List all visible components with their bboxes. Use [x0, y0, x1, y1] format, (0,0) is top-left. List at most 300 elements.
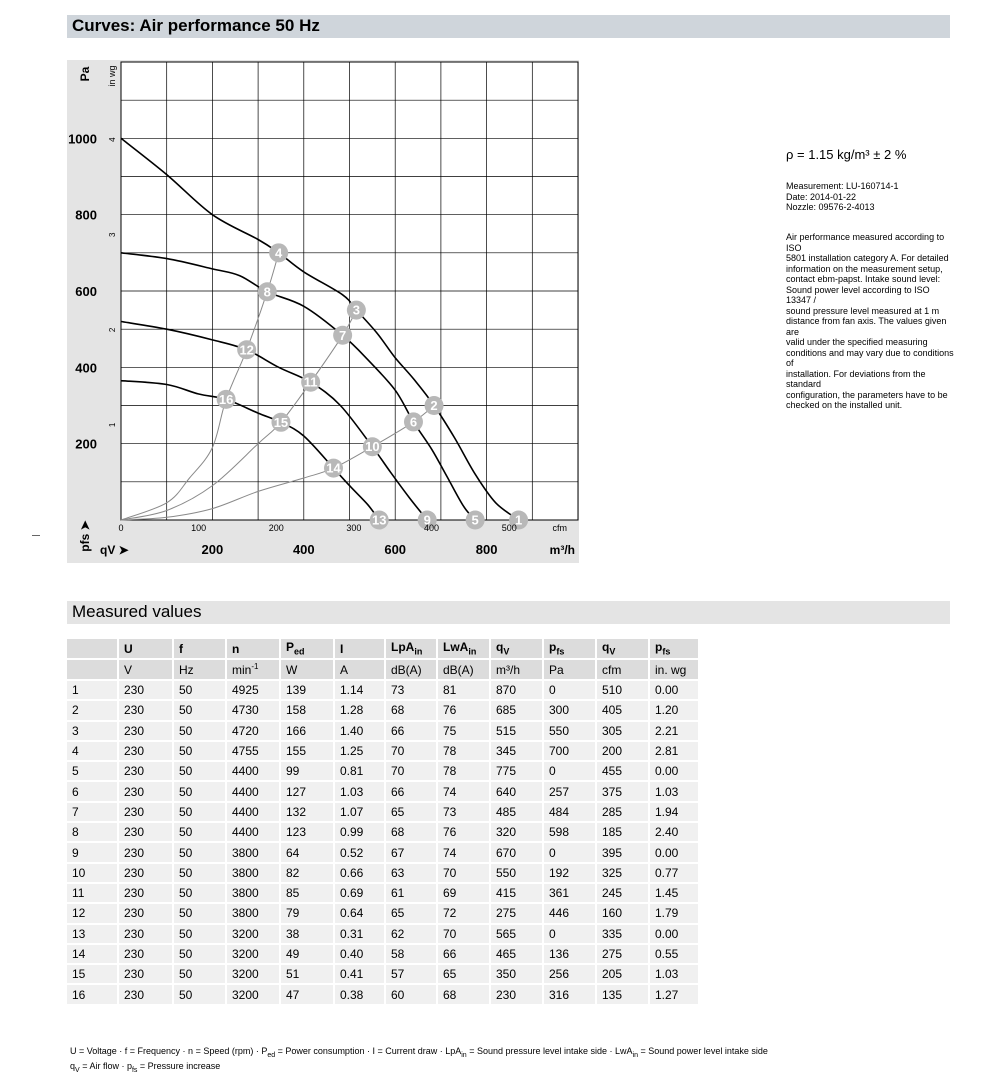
table-cell: 1.14 [335, 681, 384, 699]
operating-point-marker [347, 301, 366, 320]
table-cell: 1.07 [335, 803, 384, 821]
table-cell: 320 [491, 823, 542, 841]
table-cell: 50 [174, 701, 225, 719]
table-cell: 61 [386, 884, 436, 902]
table-cell: 0.81 [335, 762, 384, 780]
table-cell: 3200 [227, 945, 279, 963]
table-cell: 3800 [227, 864, 279, 882]
table-cell: 50 [174, 803, 225, 821]
table-cell: 230 [119, 884, 172, 902]
table-cell: 50 [174, 823, 225, 841]
table-cell: 0.52 [335, 843, 384, 861]
table-row [67, 884, 698, 902]
table-cell: 57 [386, 965, 436, 983]
table-cell: 99 [281, 762, 333, 780]
table-cell: 325 [597, 864, 648, 882]
table-cell: 51 [281, 965, 333, 983]
table-cell: 405 [597, 701, 648, 719]
table-cell: 598 [544, 823, 595, 841]
table-cell: 3200 [227, 925, 279, 943]
marker-label: 9 [423, 512, 431, 528]
table-cell: 4730 [227, 701, 279, 719]
table-cell: 4755 [227, 742, 279, 760]
marker-label: 5 [471, 512, 479, 528]
table-row [67, 965, 698, 983]
curves-header-bar [67, 15, 950, 38]
table-cell: U [119, 639, 172, 658]
table-cell: 550 [491, 864, 542, 882]
description-line: distance from fan axis. The values given are [786, 316, 947, 337]
table-legend-line-1: U = Voltage · f = Frequency · n = Speed $(rpm) \cdot P_{ed}$ = Power consumption · I = Current draw · LpA$_{in}$ = Sound pressure level intake side · LwA$_{in}$ = Sound power level intake side [70, 1046, 768, 1059]
table-cell: 70 [386, 742, 436, 760]
table-cell: 135 [597, 985, 648, 1003]
table-cell: 74 [438, 782, 489, 800]
table-cell: 0.00 [650, 925, 698, 943]
table-cell: 0.00 [650, 762, 698, 780]
table-cell: 0.66 [335, 864, 384, 882]
x-axis-symbol: qV ➤ [100, 543, 129, 557]
description-line: installation. For deviations from the standard [786, 368, 926, 389]
table-cell: 230 [119, 742, 172, 760]
table-cell: 63 [386, 864, 436, 882]
table-cell: 275 [597, 945, 648, 963]
table-cell: 2.40 [650, 823, 698, 841]
table-cell: 4400 [227, 803, 279, 821]
table-cell: 3200 [227, 985, 279, 1003]
table-cell: 0 [544, 762, 595, 780]
description-line: configuration, the parameters have to be [786, 389, 948, 400]
chart-svg [67, 60, 579, 563]
table-cell: 230 [119, 823, 172, 841]
marker-label: 13 [371, 512, 387, 528]
table-cell: 230 [119, 904, 172, 922]
table-row [67, 722, 698, 740]
x-tick-label: 800 [475, 542, 498, 557]
table-cell: 0.55 [650, 945, 698, 963]
table-cell: 82 [281, 864, 333, 882]
table-cell: dB(A) [438, 660, 489, 679]
table-cell: 50 [174, 884, 225, 902]
table-row [67, 701, 698, 719]
table-row [67, 762, 698, 780]
table-cell: 230 [119, 985, 172, 1003]
table-cell: 1.25 [335, 742, 384, 760]
y-axis-label-pa: Pa [78, 66, 92, 82]
table-cell: 230 [119, 843, 172, 861]
table-cell: 1.28 [335, 701, 384, 719]
operating-point-marker [301, 373, 320, 392]
table-cell: 62 [386, 925, 436, 943]
description-line: contact ebm-papst. Intake sound level: [786, 274, 941, 284]
table-cell: 4925 [227, 681, 279, 699]
marker-label: 12 [239, 342, 254, 358]
table-cell: 0 [544, 681, 595, 699]
table-cell: 0.99 [335, 823, 384, 841]
marker-label: 10 [365, 439, 380, 455]
table-cell: 11 [67, 884, 117, 902]
table-cell: 230 [119, 722, 172, 740]
table-cell: 1.45 [650, 884, 698, 902]
x-axis-label-cfm: cfm [552, 523, 567, 533]
marker-label: 4 [275, 245, 283, 261]
table-cell: 13 [67, 925, 117, 943]
table-cell: 1.03 [650, 965, 698, 983]
curves-title: Curves: Air performance 50 Hz [72, 16, 320, 35]
table-cell: 0.40 [335, 945, 384, 963]
operating-point-marker [333, 326, 352, 345]
marker-label: 14 [326, 460, 341, 476]
y-axis-label-inwg: in wg [107, 65, 117, 87]
table-cell: 4400 [227, 823, 279, 841]
table-cell: 81 [438, 681, 489, 699]
table-cell: 66 [438, 945, 489, 963]
table-legend-line-2: $q_V$ = Air flow · $p_{fs}$ = Pressure increase [70, 1061, 221, 1074]
table-cell: 230 [119, 945, 172, 963]
operating-point-marker [237, 340, 256, 359]
marker-label: 3 [352, 302, 360, 318]
table-cell: 1.40 [335, 722, 384, 740]
table-cell: 2 [67, 701, 117, 719]
table-cell: 245 [597, 884, 648, 902]
table-cell: V [119, 660, 172, 679]
table-cell: 78 [438, 762, 489, 780]
x2-tick-label: 0 [118, 523, 124, 533]
table-row [67, 742, 698, 760]
table-cell: $p_{fs}$ [650, 639, 698, 658]
table-cell: 550 [544, 722, 595, 740]
table-cell: 2.81 [650, 742, 698, 760]
x2-tick-label: 400 [424, 523, 440, 533]
y-tick-label: 400 [75, 360, 97, 376]
table-cell: 257 [544, 782, 595, 800]
table-cell: $\min^{-1}$ [227, 660, 279, 679]
x2-tick-label: 300 [346, 523, 362, 533]
table-cell: 2.21 [650, 722, 698, 740]
marker-label: 1 [514, 512, 523, 528]
operating-point-marker [269, 243, 288, 262]
table-cell: 275 [491, 904, 542, 922]
measured-header-bar [67, 601, 950, 624]
table-cell: 68 [386, 823, 436, 841]
table-cell: 6 [67, 782, 117, 800]
table-cell: W [281, 660, 333, 679]
table-row [67, 681, 698, 699]
operating-point-marker [217, 390, 236, 409]
table-cell: I [335, 639, 384, 658]
table-cell: 76 [438, 823, 489, 841]
table-cell: 455 [597, 762, 648, 780]
table-cell: 70 [438, 925, 489, 943]
y2-tick-label: 3 [108, 232, 117, 238]
table-cell: 0.38 [335, 985, 384, 1003]
table-cell: 15 [67, 965, 117, 983]
measurement-id: Measurement: LU-160714-1 [786, 181, 899, 191]
table-cell: 0 [544, 925, 595, 943]
table-cell: 139 [281, 681, 333, 699]
air-performance-chart [67, 60, 579, 563]
table-cell: 65 [386, 803, 436, 821]
table-cell: 1.27 [650, 985, 698, 1003]
table-cell: 375 [597, 782, 648, 800]
measurement-date: Date: 2014-01-22 [786, 191, 857, 202]
table-cell: LpA$_{in}$ [386, 639, 436, 658]
table-cell: 345 [491, 742, 542, 760]
table-cell: 1.03 [335, 782, 384, 800]
measurement-info [786, 181, 899, 213]
table-cell: 230 [119, 864, 172, 882]
marker-label: 15 [273, 414, 289, 430]
table-cell: 166 [281, 722, 333, 740]
description-line: Air performance measured according to ISO [786, 232, 945, 253]
table-cell: 68 [438, 985, 489, 1003]
table-cell: 0.77 [650, 864, 698, 882]
table-cell: 50 [174, 965, 225, 983]
table-cell: 0.31 [335, 925, 384, 943]
table-cell: 50 [174, 681, 225, 699]
table-units-row [67, 660, 698, 679]
operating-point-marker [258, 282, 277, 301]
table-cell: 0.00 [650, 843, 698, 861]
table-cell: 230 [119, 803, 172, 821]
table-cell [67, 639, 117, 658]
table-cell: 510 [597, 681, 648, 699]
table-cell: 0.00 [650, 681, 698, 699]
table-cell: 335 [597, 925, 648, 943]
x2-tick-label: 500 [501, 523, 517, 533]
table-cell: 73 [438, 803, 489, 821]
table-cell: 685 [491, 701, 542, 719]
description-line: Sound power level according to ISO 13347 / [786, 284, 930, 305]
y-tick-label: 800 [75, 207, 97, 223]
marker-label: 16 [218, 391, 234, 407]
table-cell: 85 [281, 884, 333, 902]
table-cell: 3800 [227, 904, 279, 922]
description-line: sound pressure level measured at 1 m [786, 305, 940, 316]
table-cell: 50 [174, 722, 225, 740]
y2-tick-label: 1 [108, 422, 117, 428]
table-cell: 185 [597, 823, 648, 841]
operating-point-marker [363, 437, 382, 456]
description-line: information on the measurement setup, [786, 263, 943, 274]
table-cell: 49 [281, 945, 333, 963]
table-cell: 361 [544, 884, 595, 902]
table-cell: 74 [438, 843, 489, 861]
table-header-row [67, 639, 698, 658]
table-row [67, 803, 698, 821]
table-cell: LwA$_{in}$ [438, 639, 489, 658]
table-cell: 565 [491, 925, 542, 943]
table-cell: 50 [174, 864, 225, 882]
table-cell: 3800 [227, 884, 279, 902]
table-cell: 0.64 [335, 904, 384, 922]
measurement-nozzle: Nozzle: 09576-2-4013 [786, 202, 875, 212]
table-cell: 1.79 [650, 904, 698, 922]
table-cell: 123 [281, 823, 333, 841]
table-cell: 230 [119, 681, 172, 699]
description-line: checked on the installed unit. [786, 400, 903, 410]
table-cell: 50 [174, 945, 225, 963]
table-cell: 285 [597, 803, 648, 821]
table-cell: 300 [544, 701, 595, 719]
marker-label: 2 [430, 398, 438, 413]
table-cell: 66 [386, 722, 436, 740]
x-tick-label: 600 [384, 542, 407, 557]
table-cell: 75 [438, 722, 489, 740]
table-cell: 58 [386, 945, 436, 963]
table-cell: 5 [67, 762, 117, 780]
table-cell: 9 [67, 843, 117, 861]
y-tick-label: 200 [75, 436, 97, 452]
table-cell: 60 [386, 985, 436, 1003]
table-row [67, 843, 698, 861]
table-cell: Hz [174, 660, 225, 679]
table-cell: 50 [174, 782, 225, 800]
table-cell: 4400 [227, 782, 279, 800]
table-cell: 1 [67, 681, 117, 699]
description-line: valid under the specified measuring [786, 337, 928, 347]
y2-tick-label: 2 [108, 327, 117, 333]
table-cell: 127 [281, 782, 333, 800]
table-cell: n [227, 639, 279, 658]
table-cell: 158 [281, 701, 333, 719]
table-cell: $q_V$ [491, 639, 542, 658]
table-cell: 700 [544, 742, 595, 760]
table-cell: $q_V$ [597, 639, 648, 658]
table-cell: 316 [544, 985, 595, 1003]
table-cell: 205 [597, 965, 648, 983]
table-cell: 446 [544, 904, 595, 922]
operating-point-marker [324, 459, 343, 478]
table-cell: in. wg [650, 660, 698, 679]
table-cell: 4 [67, 742, 117, 760]
table-cell: 8 [67, 823, 117, 841]
table-cell: $P_{ed}$ [281, 639, 333, 658]
description-line: 5801 installation category A. For detailed [786, 253, 949, 263]
table-cell: 230 [119, 965, 172, 983]
table-cell: 155 [281, 742, 333, 760]
table-cell: 230 [119, 762, 172, 780]
table-cell: 38 [281, 925, 333, 943]
side-dash [32, 535, 40, 536]
table-cell: 67 [386, 843, 436, 861]
table-cell: dB(A) [386, 660, 436, 679]
operating-point-marker [370, 511, 389, 530]
table-cell: 1.94 [650, 803, 698, 821]
measured-values-table [65, 637, 700, 1006]
marker-label: 8 [263, 284, 271, 300]
table-cell: 350 [491, 965, 542, 983]
table-cell: 670 [491, 843, 542, 861]
table-cell: 3 [67, 722, 117, 740]
table-row [67, 945, 698, 963]
table-cell: 3800 [227, 843, 279, 861]
table-cell: 66 [386, 782, 436, 800]
y-tick-label: 600 [75, 284, 97, 299]
table-cell: 415 [491, 884, 542, 902]
x-axis-label-m3h: m³/h [549, 543, 575, 557]
table-cell: Pa [544, 660, 595, 679]
table-row [67, 925, 698, 943]
y-tick-label: 1000 [68, 131, 97, 147]
table-cell: 16 [67, 985, 117, 1003]
operating-point-marker [271, 413, 290, 432]
table-cell: 4720 [227, 722, 279, 740]
table-cell: 12 [67, 904, 117, 922]
table-cell: 14 [67, 945, 117, 963]
table-row [67, 904, 698, 922]
table-cell: 0.69 [335, 884, 384, 902]
table-cell: 136 [544, 945, 595, 963]
table-cell: 50 [174, 904, 225, 922]
table-cell: 7 [67, 803, 117, 821]
table-cell: 1.20 [650, 701, 698, 719]
table-row [67, 823, 698, 841]
x2-tick-label: 100 [191, 523, 207, 533]
table-cell: 192 [544, 864, 595, 882]
y2-tick-label: 4 [108, 137, 117, 142]
table-cell: 79 [281, 904, 333, 922]
table-cell: 78 [438, 742, 489, 760]
description-line: conditions and may vary due to conditions of [786, 347, 954, 368]
table-cell: 70 [386, 762, 436, 780]
table-cell: A [335, 660, 384, 679]
measurement-description [786, 232, 956, 411]
table-cell: 73 [386, 681, 436, 699]
measured-title: Measured values [72, 602, 202, 621]
table-cell: 3200 [227, 965, 279, 983]
table-cell: 305 [597, 722, 648, 740]
table-cell: 47 [281, 985, 333, 1003]
table-cell: m³/h [491, 660, 542, 679]
table-cell: 0 [544, 843, 595, 861]
operating-point-marker [466, 511, 485, 530]
table-cell: 230 [491, 985, 542, 1003]
table-cell: 50 [174, 843, 225, 861]
table-cell: 230 [119, 782, 172, 800]
table-cell: 160 [597, 904, 648, 922]
x-tick-label: 200 [201, 542, 224, 557]
table-cell: 72 [438, 904, 489, 922]
table-cell: $p_{fs}$ [544, 639, 595, 658]
table-cell: 870 [491, 681, 542, 699]
table-cell: 50 [174, 762, 225, 780]
table-cell: 256 [544, 965, 595, 983]
table-cell: 65 [386, 904, 436, 922]
table-cell: 1.03 [650, 782, 698, 800]
operating-point-marker [404, 412, 423, 431]
y-axis-symbol: pfs ➤ [78, 520, 92, 552]
table-cell: 640 [491, 782, 542, 800]
table-cell: 230 [119, 925, 172, 943]
table-cell: 65 [438, 965, 489, 983]
table-cell: 50 [174, 925, 225, 943]
density-text: ρ = 1.15 kg/m³ ± 2 % [786, 147, 907, 162]
table-cell [67, 660, 117, 679]
table-cell: 132 [281, 803, 333, 821]
table-cell: 484 [544, 803, 595, 821]
table-cell: 10 [67, 864, 117, 882]
table-cell: 485 [491, 803, 542, 821]
table-cell: 465 [491, 945, 542, 963]
table-cell: 4400 [227, 762, 279, 780]
table-cell: 64 [281, 843, 333, 861]
table-cell: 68 [386, 701, 436, 719]
table-cell: 230 [119, 701, 172, 719]
table-cell: 70 [438, 864, 489, 882]
table-row [67, 782, 698, 800]
x2-tick-label: 200 [268, 523, 284, 533]
table-row [67, 985, 698, 1003]
